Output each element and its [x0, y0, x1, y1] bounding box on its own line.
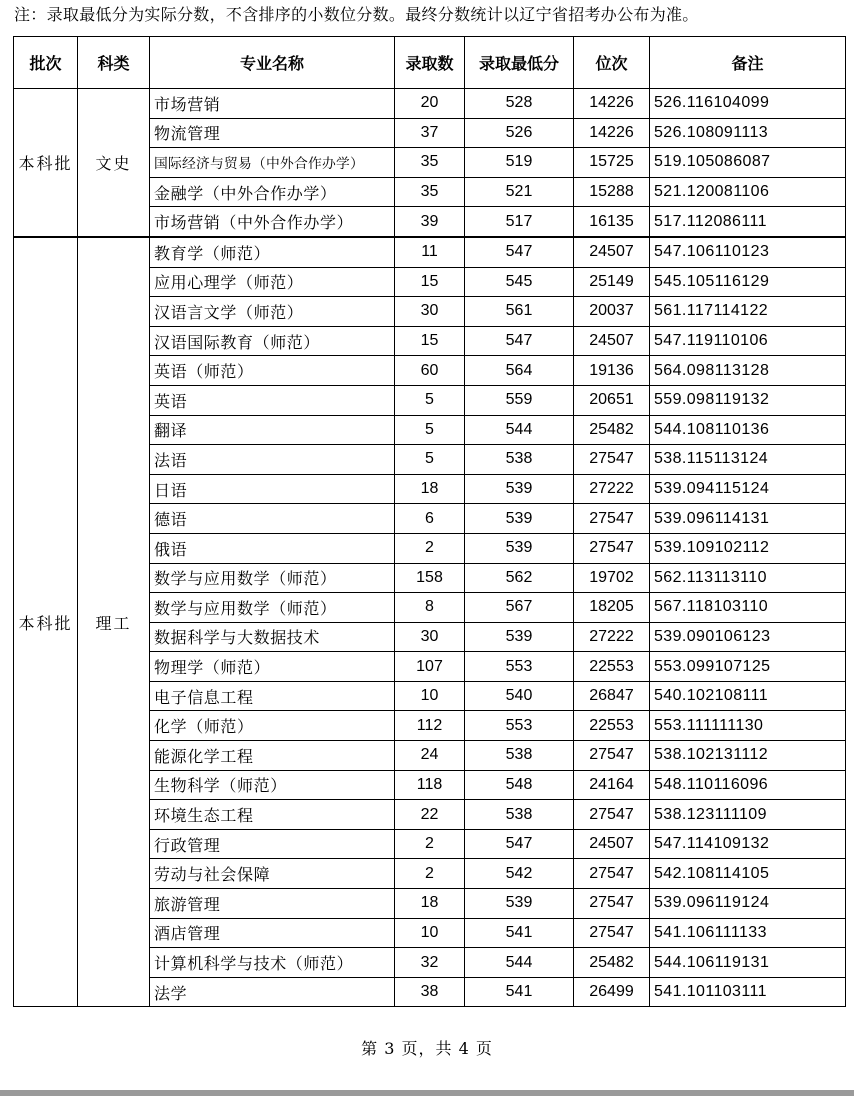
min-score-cell: 553 [465, 652, 574, 682]
min-score-cell: 541 [465, 977, 574, 1007]
remark-cell: 547.114109132 [650, 829, 846, 859]
rank-cell: 27547 [574, 800, 650, 830]
rank-cell: 25482 [574, 948, 650, 978]
remark-cell: 538.102131112 [650, 741, 846, 771]
rank-cell: 24507 [574, 829, 650, 859]
min-score-cell: 528 [465, 89, 574, 119]
major-cell: 旅游管理 [150, 889, 395, 919]
admitted-cell: 30 [395, 297, 465, 327]
rank-cell: 15725 [574, 148, 650, 178]
major-cell: 应用心理学（师范） [150, 267, 395, 297]
major-cell: 金融学（中外合作办学） [150, 177, 395, 207]
rank-cell: 25482 [574, 415, 650, 445]
major-cell: 化学（师范） [150, 711, 395, 741]
batch-cell: 本科批 [14, 237, 78, 1007]
major-cell: 环境生态工程 [150, 800, 395, 830]
remark-cell: 553.099107125 [650, 652, 846, 682]
col-header-remark: 备注 [650, 37, 846, 89]
remark-cell: 521.120081106 [650, 177, 846, 207]
rank-cell: 24164 [574, 770, 650, 800]
min-score-cell: 564 [465, 356, 574, 386]
major-cell: 能源化学工程 [150, 741, 395, 771]
min-score-cell: 548 [465, 770, 574, 800]
admitted-cell: 5 [395, 445, 465, 475]
rank-cell: 27547 [574, 889, 650, 919]
major-cell: 市场营销（中外合作办学） [150, 207, 395, 237]
rank-cell: 27547 [574, 741, 650, 771]
col-header-admitted: 录取数 [395, 37, 465, 89]
major-cell: 德语 [150, 504, 395, 534]
remark-cell: 542.108114105 [650, 859, 846, 889]
major-cell: 法学 [150, 977, 395, 1007]
min-score-cell: 539 [465, 889, 574, 919]
rank-cell: 19136 [574, 356, 650, 386]
rank-cell: 15288 [574, 177, 650, 207]
rank-cell: 27547 [574, 445, 650, 475]
admitted-cell: 20 [395, 89, 465, 119]
remark-cell: 538.123111109 [650, 800, 846, 830]
remark-cell: 544.108110136 [650, 415, 846, 445]
admitted-cell: 2 [395, 859, 465, 889]
admitted-cell: 18 [395, 889, 465, 919]
rank-cell: 27547 [574, 533, 650, 563]
major-cell: 物流管理 [150, 118, 395, 148]
major-cell: 行政管理 [150, 829, 395, 859]
bottom-divider [0, 1090, 854, 1096]
major-cell: 汉语国际教育（师范） [150, 326, 395, 356]
admitted-cell: 10 [395, 918, 465, 948]
admitted-cell: 158 [395, 563, 465, 593]
admitted-cell: 6 [395, 504, 465, 534]
major-cell: 数据科学与大数据技术 [150, 622, 395, 652]
admitted-cell: 2 [395, 533, 465, 563]
admitted-cell: 5 [395, 385, 465, 415]
admitted-cell: 10 [395, 681, 465, 711]
remark-cell: 539.096119124 [650, 889, 846, 919]
rank-cell: 25149 [574, 267, 650, 297]
remark-cell: 517.112086111 [650, 207, 846, 237]
min-score-cell: 545 [465, 267, 574, 297]
major-cell: 国际经济与贸易（中外合作办学） [150, 148, 395, 178]
min-score-cell: 553 [465, 711, 574, 741]
min-score-cell: 561 [465, 297, 574, 327]
rank-cell: 27222 [574, 622, 650, 652]
major-cell: 电子信息工程 [150, 681, 395, 711]
remark-cell: 559.098119132 [650, 385, 846, 415]
major-cell: 物理学（师范） [150, 652, 395, 682]
major-cell: 法语 [150, 445, 395, 475]
major-cell: 计算机科学与技术（师范） [150, 948, 395, 978]
remark-cell: 547.119110106 [650, 326, 846, 356]
admitted-cell: 118 [395, 770, 465, 800]
major-cell: 俄语 [150, 533, 395, 563]
admitted-cell: 32 [395, 948, 465, 978]
admitted-cell: 15 [395, 267, 465, 297]
page-footer: 第 3 页，共 4 页 [361, 1039, 493, 1058]
admitted-cell: 2 [395, 829, 465, 859]
min-score-cell: 521 [465, 177, 574, 207]
rank-cell: 27547 [574, 918, 650, 948]
min-score-cell: 539 [465, 533, 574, 563]
min-score-cell: 541 [465, 918, 574, 948]
page-note: 注：录取最低分为实际分数，不含排序的小数位分数。最终分数统计以辽宁省招考办公布为准。 [14, 5, 699, 24]
remark-cell: 526.116104099 [650, 89, 846, 119]
remark-cell: 544.106119131 [650, 948, 846, 978]
admitted-cell: 39 [395, 207, 465, 237]
rank-cell: 20037 [574, 297, 650, 327]
admitted-cell: 35 [395, 177, 465, 207]
table-row [14, 237, 846, 267]
remark-cell: 539.094115124 [650, 474, 846, 504]
rank-cell: 22553 [574, 711, 650, 741]
category-cell: 理工 [78, 237, 150, 1007]
min-score-cell: 567 [465, 593, 574, 623]
rank-cell: 14226 [574, 118, 650, 148]
admitted-cell: 18 [395, 474, 465, 504]
remark-cell: 548.110116096 [650, 770, 846, 800]
major-cell: 英语 [150, 385, 395, 415]
min-score-cell: 547 [465, 326, 574, 356]
rank-cell: 27547 [574, 504, 650, 534]
remark-cell: 539.090106123 [650, 622, 846, 652]
table-body [14, 89, 846, 1007]
min-score-cell: 517 [465, 207, 574, 237]
admission-table [13, 36, 846, 1007]
remark-cell: 541.106111133 [650, 918, 846, 948]
admitted-cell: 24 [395, 741, 465, 771]
col-header-min-score: 录取最低分 [465, 37, 574, 89]
major-cell: 翻译 [150, 415, 395, 445]
rank-cell: 22553 [574, 652, 650, 682]
admitted-cell: 22 [395, 800, 465, 830]
rank-cell: 26499 [574, 977, 650, 1007]
remark-cell: 545.105116129 [650, 267, 846, 297]
category-cell: 文史 [78, 89, 150, 237]
col-header-category: 科类 [78, 37, 150, 89]
min-score-cell: 547 [465, 237, 574, 267]
min-score-cell: 539 [465, 504, 574, 534]
admitted-cell: 11 [395, 237, 465, 267]
remark-cell: 539.109102112 [650, 533, 846, 563]
min-score-cell: 544 [465, 948, 574, 978]
rank-cell: 24507 [574, 326, 650, 356]
min-score-cell: 538 [465, 741, 574, 771]
major-cell: 教育学（师范） [150, 237, 395, 267]
admitted-cell: 30 [395, 622, 465, 652]
remark-cell: 553.111111130 [650, 711, 846, 741]
major-cell: 汉语言文学（师范） [150, 297, 395, 327]
min-score-cell: 559 [465, 385, 574, 415]
min-score-cell: 562 [465, 563, 574, 593]
header-row [14, 37, 846, 89]
major-cell: 数学与应用数学（师范） [150, 593, 395, 623]
min-score-cell: 540 [465, 681, 574, 711]
min-score-cell: 538 [465, 445, 574, 475]
remark-cell: 541.101103111 [650, 977, 846, 1007]
remark-cell: 547.106110123 [650, 237, 846, 267]
remark-cell: 526.108091113 [650, 118, 846, 148]
table-row [14, 89, 846, 119]
rank-cell: 18205 [574, 593, 650, 623]
admitted-cell: 60 [395, 356, 465, 386]
col-header-batch: 批次 [14, 37, 78, 89]
major-cell: 市场营销 [150, 89, 395, 119]
major-cell: 劳动与社会保障 [150, 859, 395, 889]
admitted-cell: 107 [395, 652, 465, 682]
admitted-cell: 112 [395, 711, 465, 741]
remark-cell: 539.096114131 [650, 504, 846, 534]
remark-cell: 564.098113128 [650, 356, 846, 386]
remark-cell: 567.118103110 [650, 593, 846, 623]
min-score-cell: 544 [465, 415, 574, 445]
remark-cell: 561.117114122 [650, 297, 846, 327]
rank-cell: 27222 [574, 474, 650, 504]
col-header-rank: 位次 [574, 37, 650, 89]
min-score-cell: 547 [465, 829, 574, 859]
rank-cell: 19702 [574, 563, 650, 593]
admitted-cell: 8 [395, 593, 465, 623]
remark-cell: 519.105086087 [650, 148, 846, 178]
min-score-cell: 539 [465, 474, 574, 504]
min-score-cell: 538 [465, 800, 574, 830]
major-cell: 数学与应用数学（师范） [150, 563, 395, 593]
rank-cell: 24507 [574, 237, 650, 267]
major-cell: 酒店管理 [150, 918, 395, 948]
major-cell: 生物科学（师范） [150, 770, 395, 800]
min-score-cell: 526 [465, 118, 574, 148]
remark-cell: 540.102108111 [650, 681, 846, 711]
major-cell: 日语 [150, 474, 395, 504]
admitted-cell: 5 [395, 415, 465, 445]
admitted-cell: 38 [395, 977, 465, 1007]
rank-cell: 27547 [574, 859, 650, 889]
major-cell: 英语（师范） [150, 356, 395, 386]
remark-cell: 562.113113110 [650, 563, 846, 593]
remark-cell: 538.115113124 [650, 445, 846, 475]
admitted-cell: 35 [395, 148, 465, 178]
min-score-cell: 519 [465, 148, 574, 178]
admitted-cell: 15 [395, 326, 465, 356]
rank-cell: 20651 [574, 385, 650, 415]
col-header-major: 专业名称 [150, 37, 395, 89]
rank-cell: 26847 [574, 681, 650, 711]
rank-cell: 14226 [574, 89, 650, 119]
admitted-cell: 37 [395, 118, 465, 148]
rank-cell: 16135 [574, 207, 650, 237]
min-score-cell: 539 [465, 622, 574, 652]
min-score-cell: 542 [465, 859, 574, 889]
batch-cell: 本科批 [14, 89, 78, 237]
